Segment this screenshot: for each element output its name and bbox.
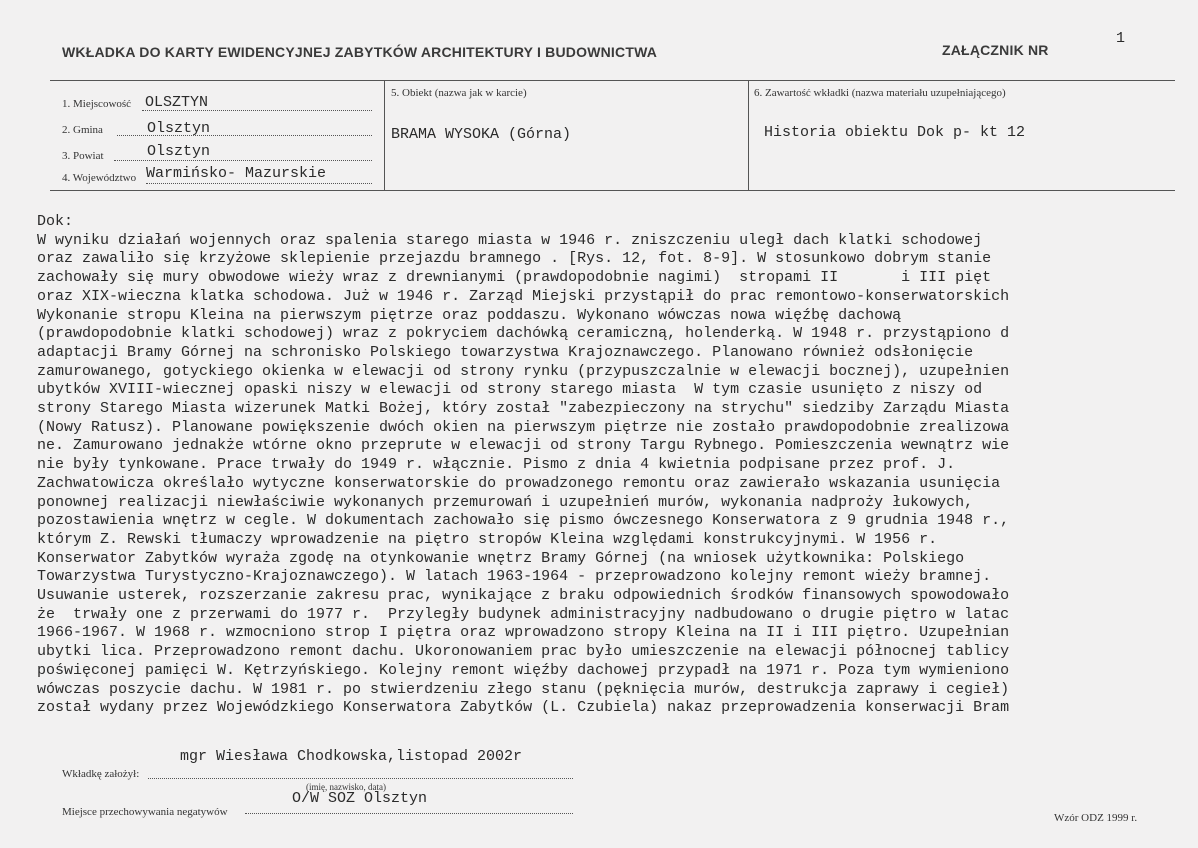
table-top-border — [50, 80, 1175, 81]
table-bottom-border — [50, 190, 1175, 191]
text-line: poświęconej pamięci W. Kętrzyńskiego. Kolejny remont więźby dachowej przypadł na 1971 r. Poza tym wymieniono — [37, 661, 1010, 679]
text-line: ne. Zamurowano jednakże wtórne okno przeprute w elewacji od strony Targu Rybnego. Pomieszczenia wewnątrz wie — [37, 437, 1010, 455]
text-line: (prawdopodobnie klatki schodowej) wraz z pokryciem dachówką ceramiczną, holenderką. W 1948 r. przystąpiono d — [37, 325, 1010, 343]
content-value: Historia obiektu Dok p- kt 12 — [764, 124, 1026, 141]
author-signature: mgr Wiesława Chodkowska,listopad 2002r — [180, 748, 523, 765]
text-line: ponownej realizacji niewłaściwie wykonanych przemurowań i uzupełnień murów, wykonania nadproży łukowych, — [37, 493, 974, 511]
text-line: zachowały się mury obwodowe wieży wraz z drewnianymi (prawdopodobnie nagimi) stropami II i III pięt — [37, 269, 992, 287]
text-line: został wydany przez Wojewódzkiego Konserwatora Zabytków (L. Czubiela) nakaz przeprowadzenia konserwacji Bram — [37, 699, 1010, 717]
table-divider-1 — [384, 80, 385, 190]
text-line: zamurowanego, gotyckiego okienka w elewacji od strony rynku (przypuszczalnie w elewacji bocznej), uzupełnien — [37, 362, 1010, 380]
wojewodztwo-dotline — [146, 183, 372, 184]
powiat-value: Olsztyn — [147, 143, 211, 160]
form-code: Wzór ODZ 1999 r. — [1054, 812, 1138, 824]
text-line: Wykonanie stropu Kleina na pierwszym piętrze oraz poddaszu. Wykonano wówczas nowa więźbę dachową — [37, 306, 902, 324]
text-line: którym Z. Rewski tłumaczy wprowadzenie na piętro stropów Kleina względami konstrukcyjnymi. W 1956 r. — [37, 530, 938, 548]
form-title: WKŁADKA DO KARTY EWIDENCYJNEJ ZABYTKÓW ARCHITEKTURY I BUDOWNICTWA — [62, 44, 658, 60]
gmina-label: 2. Gmina — [62, 124, 103, 136]
powiat-label: 3. Powiat — [62, 150, 104, 162]
storage-value: O/W SOZ Olsztyn — [292, 790, 428, 807]
text-line: Usuwanie usterek, rozszerzanie zakresu prac, wynikające z braku odpowiednich środków finansowych spowodowało — [37, 587, 1010, 605]
text-line: Towarzystwa Turystyczno-Krajoznawczego). W latach 1963-1964 - przeprowadzono kolejny remont wieży bramnej. — [37, 568, 992, 586]
text-line: ubytki lica. Przeprowadzono remont dachu. Ukoronowaniem prac było umieszczenie na elewacji północnej tablicy — [37, 643, 1010, 661]
text-line: W wyniku działań wojennych oraz spalenia starego miasta w 1946 r. zniszczeniu uległ dach klatki schodowej — [37, 231, 983, 249]
text-line: Dok: — [37, 213, 74, 230]
created-dotline — [148, 778, 573, 779]
text-line: wówczas poszycie dachu. W 1981 r. po stwierdzeniu złego stanu (pęknięcia murów, destrukcja zaprawy i cegieł) — [37, 680, 1010, 698]
text-line: nie były tynkowane. Prace trwały do 1949 r. włącznie. Pismo z dnia 4 kwietnia podpisane przez prof. J. — [37, 456, 956, 474]
history-text — [37, 213, 1177, 718]
text-line: oraz XIX-wieczna klatka schodowa. Już w 1946 r. Zarząd Miejski przystąpił do prac remontowo-konserwatorskich — [37, 287, 1010, 305]
text-line: Konserwator Zabytków wyraża zgodę na otynkowanie wnętrz Bramy Górnej (na wniosek użytkownika: Polskiego — [37, 549, 965, 567]
created-label: Wkładkę założył: — [62, 768, 140, 780]
name-hint: (imię, nazwisko, data) — [306, 782, 386, 792]
powiat-dotline — [114, 160, 372, 161]
text-line: ubytków XVIII-wiecznej opaski niszy w elewacji od strony starego miasta W tym czasie usunięto z niszy od — [37, 381, 983, 399]
attachment-label: ZAŁĄCZNIK NR — [942, 42, 1049, 58]
text-line: że trwały one z przerwami do 1977 r. Przyległy budynek administracyjny nadbudowano o drugie piętro w latac — [37, 605, 1010, 623]
page-number: 1 — [1116, 30, 1126, 47]
text-line: 1966-1967. W 1968 r. wzmocniono strop I piętra oraz wprowadzono stropy Kleina na II i III piętro. Uzupełnian — [37, 624, 1010, 642]
text-line: pozostawienia wnętrz w cegle. W dokumentach zachowało się pismo ówczesnego Konserwatora z 9 grudnia 1948 r., — [37, 512, 1010, 530]
wojewodztwo-label: 4. Województwo — [62, 172, 137, 184]
miejscowosc-dotline — [142, 110, 372, 111]
gmina-dotline — [117, 135, 372, 136]
text-line: (Nowy Ratusz). Planowane powiększenie dwóch okien na pierwszym piętrze nie zostało prawdopodobnie zrealizowa — [37, 418, 1010, 436]
storage-label: Miejsce przechowywania negatywów — [62, 806, 228, 818]
text-line: strony Starego Miasta wizerunek Matki Bożej, który został "zabezpieczony na strychu" siedziby Zarządu Miasta — [37, 400, 1010, 418]
object-label: 5. Obiekt (nazwa jak w karcie) — [391, 87, 527, 99]
miejscowosc-value: OLSZTYN — [145, 94, 209, 111]
wojewodztwo-value: Warmińsko- Mazurskie — [146, 165, 327, 182]
content-label: 6. Zawartość wkładki (nazwa materiału uzupełniającego) — [754, 87, 1006, 99]
storage-dotline — [245, 813, 573, 814]
text-line: adaptacji Bramy Górnej na schronisko Polskiego towarzystwa Krajoznawczego. Planowano również odsłonięcie — [37, 343, 974, 361]
object-value: BRAMA WYSOKA (Górna) — [391, 126, 572, 143]
text-line: Zachwatowicza określało wytyczne konserwatorskie do prowadzonego remontu oraz zawierało wskazania usunięcia — [37, 474, 1001, 492]
miejscowosc-label: 1. Miejscowość — [62, 98, 132, 110]
text-line: oraz zawaliło się krzyżowe sklepienie przejazdu bramnego . [Rys. 12, fot. 8-9]. W stosunkowo dobrym stanie — [37, 250, 992, 268]
gmina-value: Olsztyn — [147, 120, 211, 137]
table-divider-2 — [748, 80, 749, 190]
